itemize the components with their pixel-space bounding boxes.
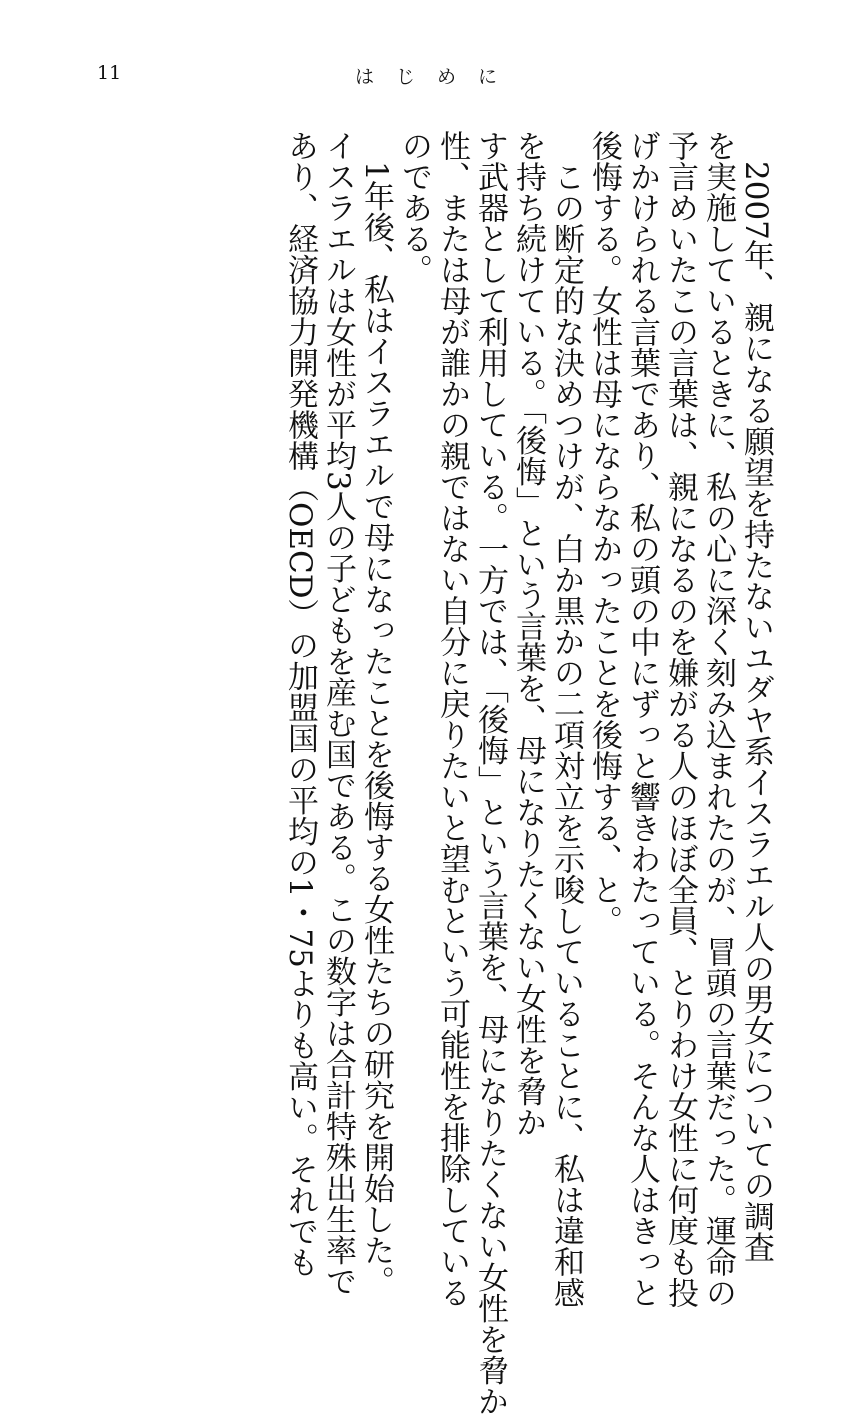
text-line: 2007年、親になる願望を持たないユダヤ系イスラエル人の男女についての調査 [738,161,774,1263]
body-text [282,130,774,1417]
text-line: あり、経済協力開発機構（OECD）の加盟国の平均の1・75よりも高い。それでも [282,130,318,1278]
text-line: イスラエルは女性が平均3人の子どもを産む国である。この数字は合計特殊出生率で [320,130,356,1297]
text-line: 性、または母が誰かの親ではない自分に戻りたいと望むという可能性を排除している [434,130,470,1308]
text-line: 予言めいたこの言葉は、親になるのを嫌がる人のほぼ全員、とりわけ女性に何度も投 [662,130,698,1308]
text-line: す武器として利用している。一方では、「後悔」という言葉を、母になりたくない女性を脅か [472,130,508,1417]
running-head: はじめに [355,66,520,88]
text-line: のである。 [396,130,432,285]
text-line: 1年後、私はイスラエルで母になったことを後悔する女性たちの研究を開始した。 [358,161,394,1297]
text-line: げかけられる言葉であり、私の頭の中にずっと響きわたっている。そんな人はきっと [624,130,660,1308]
text-line: を実施しているときに、私の心に深く刻み込まれたのが、冒頭の言葉だった。運命の [700,130,736,1308]
page-number: 11 [97,62,122,84]
text-line: を持ち続けている。「後悔」という言葉を、母になりたくない女性を脅か [510,130,546,1138]
text-line: この断定的な決めつけが、白か黒かの二項対立を示唆していることに、私は違和感 [548,161,584,1308]
text-line: 後悔する。女性は母にならなかったことを後悔する、と。 [586,130,622,936]
